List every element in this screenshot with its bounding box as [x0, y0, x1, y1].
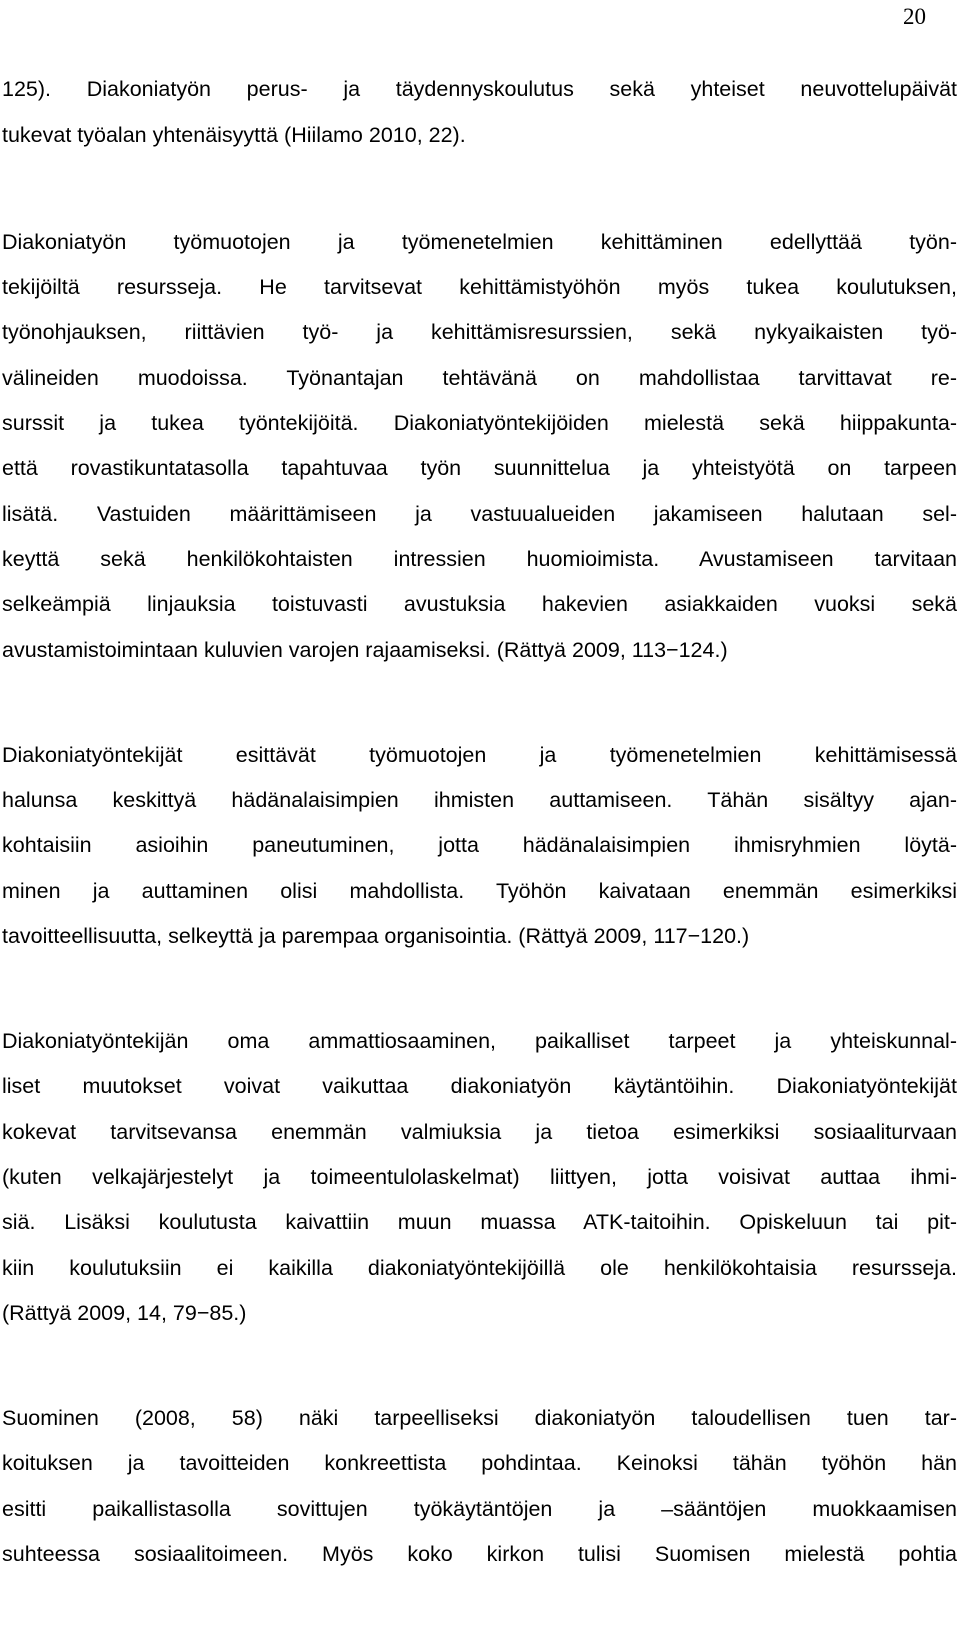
text-line: esitti paikallistasolla sovittujen työkäytäntöjen ja –sääntöjen muokkaamisen [2, 1497, 957, 1521]
text-line: koituksen ja tavoitteiden konkreettista pohdintaa. Keinoksi tähän työhön hän [2, 1451, 957, 1475]
text-line: Diakoniatyöntekijän oma ammattiosaaminen, paikalliset tarpeet ja yhteiskunnal- [2, 1029, 957, 1053]
text-line: keyttä sekä henkilökohtaisten intressien huomioimista. Avustamiseen tarvitaan [2, 547, 957, 571]
text-line: kokevat tarvitsevansa enemmän valmiuksia ja tietoa esimerkiksi sosiaaliturvaan [2, 1120, 957, 1144]
text-line: minen ja auttaminen olisi mahdollista. Työhön kaivataan enemmän esimerkiksi [2, 879, 957, 903]
text-line: tavoitteellisuutta, selkeyttä ja parempaa organisointia. (Rättyä 2009, 117−120.) [2, 924, 750, 948]
text-line: 125). Diakoniatyön perus- ja täydennyskoulutus sekä yhteiset neuvottelupäivät [2, 77, 957, 101]
text-line: tekijöiltä resursseja. He tarvitsevat kehittämistyöhön myös tukea koulutuksen, [2, 275, 957, 299]
text-line: välineiden muodoissa. Työnantajan tehtävänä on mahdollistaa tarvittavat re- [2, 366, 957, 390]
text-line: (kuten velkajärjestelyt ja toimeentulolaskelmat) liittyen, jotta voisivat auttaa ihmi- [2, 1165, 957, 1189]
page-number: 20 [903, 4, 926, 29]
text-line: tukevat työalan yhtenäisyyttä (Hiilamo 2010, 22). [2, 123, 466, 147]
text-line: kohtaisiin asioihin paneutuminen, jotta hädänalaisimpien ihmisryhmien löytä- [2, 833, 957, 857]
text-line: liset muutokset voivat vaikuttaa diakoniatyön käytäntöihin. Diakoniatyöntekijät [2, 1074, 957, 1098]
text-line: työnohjauksen, riittävien työ- ja kehittämisresurssien, sekä nykyaikaisten työ- [2, 320, 957, 344]
text-line: (Rättyä 2009, 14, 79−85.) [2, 1301, 247, 1325]
text-line: selkeämpiä linjauksia toistuvasti avustuksia hakevien asiakkaiden vuoksi sekä [2, 592, 957, 616]
text-line: Suominen (2008, 58) näki tarpeelliseksi diakoniatyön taloudellisen tuen tar- [2, 1406, 957, 1430]
text-line: Diakoniatyöntekijät esittävät työmuotojen ja työmenetelmien kehittämisessä [2, 743, 957, 767]
text-line: lisätä. Vastuiden määrittämiseen ja vastuualueiden jakamiseen halutaan sel- [2, 502, 957, 526]
text-line: avustamistoimintaan kuluvien varojen rajaamiseksi. (Rättyä 2009, 113−124.) [2, 638, 728, 662]
text-line: suhteessa sosiaalitoimeen. Myös koko kirkon tulisi Suomisen mielestä pohtia [2, 1542, 957, 1566]
text-line: siä. Lisäksi koulutusta kaivattiin muun muassa ATK-taitoihin. Opiskeluun tai pit- [2, 1210, 957, 1234]
text-line: että rovastikuntatasolla tapahtuvaa työn suunnittelua ja yhteistyötä on tarpeen [2, 456, 957, 480]
text-line: halunsa keskittyä hädänalaisimpien ihmisten auttamiseen. Tähän sisältyy ajan- [2, 788, 957, 812]
text-line: kiin koulutuksiin ei kaikilla diakoniatyöntekijöillä ole henkilökohtaisia resursseja. [2, 1256, 957, 1280]
text-line: surssit ja tukea työntekijöitä. Diakoniatyöntekijöiden mielestä sekä hiippakunta- [2, 411, 957, 435]
text-line: Diakoniatyön työmuotojen ja työmenetelmien kehittäminen edellyttää työn- [2, 230, 957, 254]
